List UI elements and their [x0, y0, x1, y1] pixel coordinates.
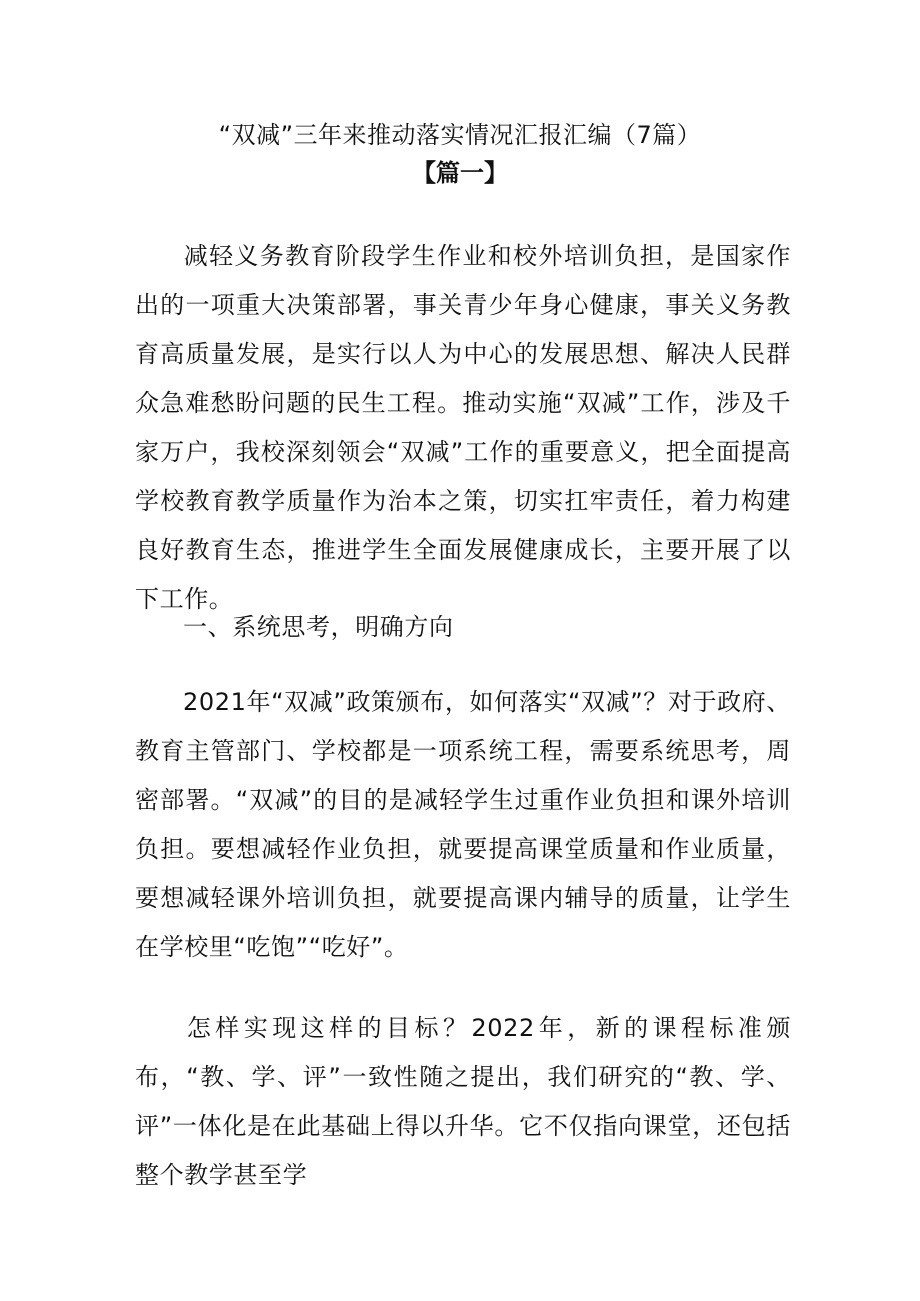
paragraph-intro-text: 减轻义务教育阶段学生作业和校外培训负担，是国家作出的一项重大决策部署，事关青少年身心健康，事关义务教育高质量发展，是实行以人为中心的发展思想、解决人民群众急难愁盼问题的民生工程。推动实施“双减”工作，涉及千家万户，我校深刻领会“双减”工作的重要意义，把全面提高学校教育教学质量作为治本之策，切实扛牢责任，着力构建良好教育生态，推进学生全面发展健康成长，主要开展了以下工作。: [135, 242, 791, 613]
paragraph-goal: [135, 1004, 791, 1200]
section-heading: 一、系统思考，明确方向: [183, 613, 454, 641]
paragraph-intro: [135, 232, 791, 624]
paragraph-goal-text: 怎样实现这样的目标？2022年，新的课程标准颁布，“教、学、评”一致性随之提出，我们研究的“教、学、评”一体化是在此基础上得以升华。它不仅指向课堂，还包括整个教学甚至学: [135, 1014, 791, 1189]
document-title: “双减”三年来推动落实情况汇报汇编（7篇）: [218, 121, 702, 149]
document-subtitle: 【篇一】: [412, 159, 508, 187]
paragraph-policy: [135, 678, 791, 972]
paragraph-policy-text: 2021年“双减”政策颁布，如何落实“双减”？对于政府、教育主管部门、学校都是一项系统工程，需要系统思考，周密部署。“双减”的目的是减轻学生过重作业负担和课外培训负担。要想减轻作业负担，就要提高课堂质量和作业质量，要想减轻课外培训负担，就要提高课内辅导的质量，让学生在学校里“吃饱”“吃好”。: [135, 688, 791, 961]
